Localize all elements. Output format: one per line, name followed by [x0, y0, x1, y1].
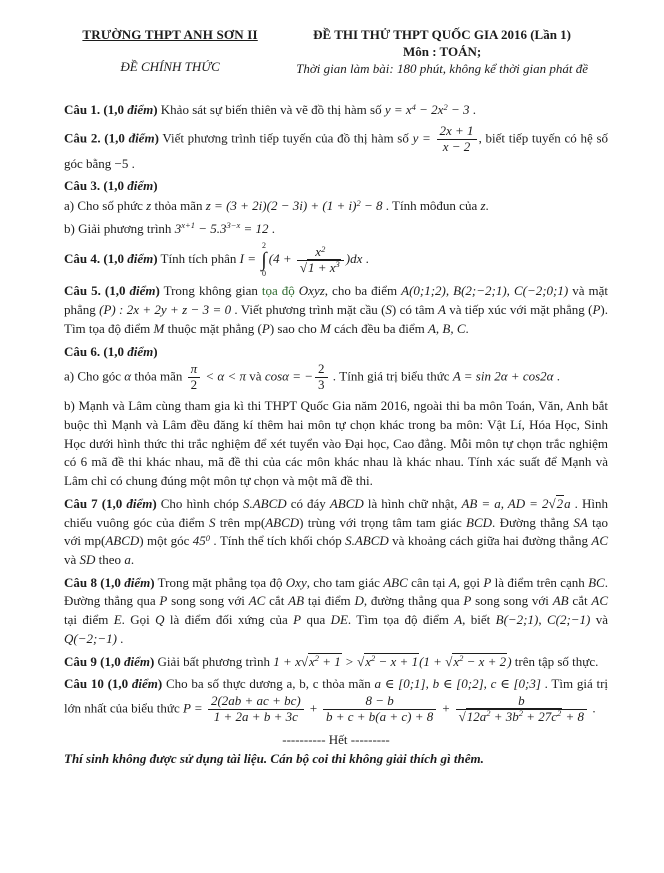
radical-content — [452, 653, 507, 669]
question-7 — [64, 495, 608, 570]
text-segment: , đường thẳng qua — [363, 593, 464, 609]
questions-section — [64, 101, 608, 725]
text-segment: trên mp( — [215, 514, 266, 530]
text-segment: A, B, C — [427, 320, 466, 336]
text-segment: cắt — [265, 593, 289, 609]
text-segment: cắt — [568, 593, 592, 609]
fraction-denominator — [456, 709, 588, 725]
fraction-denominator — [315, 377, 328, 393]
fraction — [188, 362, 201, 393]
text-segment: A — [454, 612, 463, 628]
question-6-heading — [64, 343, 608, 362]
text-segment: S — [385, 302, 392, 318]
fraction-denominator — [208, 709, 304, 725]
text-segment: z — [480, 198, 486, 214]
text-segment: π — [190, 361, 198, 377]
text-segment: ) có tâm — [391, 302, 439, 318]
text-segment: Cho hình chóp — [156, 495, 243, 511]
text-segment: điểm — [129, 283, 156, 299]
question-1 — [64, 101, 608, 120]
text-segment: M — [320, 320, 331, 336]
text-segment: SD — [79, 551, 96, 567]
text-segment: và — [64, 551, 80, 567]
text-segment: 1 + x — [273, 653, 301, 669]
text-segment: x — [315, 244, 322, 260]
integral-sign: ∫ — [261, 249, 267, 272]
text-segment: 2 — [190, 377, 198, 393]
text-segment: có đáy — [286, 495, 330, 511]
fraction-denominator — [297, 260, 344, 276]
text-segment: > — [341, 653, 358, 669]
text-segment: và khoảng cách giữa hai đường thẳng — [388, 533, 592, 549]
text-segment: 2 — [556, 495, 564, 511]
text-segment: . Đường thẳng qua — [64, 574, 608, 609]
footer-note: Thí sinh không được sử dụng tài liệu. Cán bộ coi thi không giải thích gì thêm. — [64, 750, 484, 766]
text-segment: C(2;−1) — [546, 612, 591, 628]
question-3b — [64, 220, 608, 239]
text-segment: Q — [155, 612, 165, 628]
question-3a — [64, 197, 608, 216]
text-segment: 12a — [466, 708, 487, 724]
text-segment: . — [116, 630, 124, 646]
fraction — [315, 362, 328, 393]
text-segment: Câu 1. (1,0 — [64, 102, 128, 117]
fraction-numerator — [437, 124, 477, 139]
text-segment: − 2x — [415, 102, 444, 117]
text-segment: P — [261, 320, 270, 336]
text-segment: ) — [153, 343, 158, 359]
radical — [459, 708, 563, 724]
text-segment: z — [146, 198, 152, 214]
text-segment: b) Giải phương trình — [64, 220, 175, 236]
text-segment: ) — [155, 283, 160, 299]
text-segment: ABCD — [329, 495, 364, 511]
school-name: TRƯỜNG THPT ANH SƠN II — [82, 27, 258, 42]
text-segment: Trong không gian — [159, 283, 262, 299]
text-segment: . — [130, 551, 135, 567]
text-segment: P — [293, 612, 302, 628]
radical — [445, 653, 507, 669]
text-segment: DE — [330, 612, 348, 628]
text-segment: . — [553, 368, 560, 384]
text-segment: 1 + x — [307, 259, 336, 275]
text-segment: I = — [239, 251, 260, 267]
text-segment: Câu 7 (1,0 — [64, 495, 127, 511]
text-segment: điểm — [127, 343, 154, 359]
exam-title: ĐỀ THI THỬ THPT QUỐC GIA 2016 (Lần 1) — [313, 27, 572, 42]
radical-sign: √ — [548, 495, 556, 511]
text-segment: a — [564, 495, 571, 511]
text-segment: Câu 8 (1,0 — [64, 574, 125, 590]
text-segment: b) Mạnh và Lâm cùng tham gia kì thi THPT Quốc Gia năm 2016, ngoài thi ba môn Toán, Văn, Anh bắt buộc thì Mạnh và Lâm đều đăng kí thêm hai môn tự chọn khác trong ba môn: Vật Lí, Hóa Học, Sinh Học dưới hình thức thi trắc nghiệm để xét tuyển vào Đại học, Cao đẳng. Mỗi môn tự chọn trắc nghiệm có 6 mã đề thi khác nhau, mã đề thi của các môn khác nhau là khác nhau. Tính xác suất để Mạnh và Lâm chỉ có chung đúng một môn tự chọn và một mã đề thi. — [64, 398, 608, 489]
text-segment: 2 — [356, 197, 361, 208]
text-segment: và tiếp xúc với mặt phẳng ( — [445, 302, 593, 318]
text-segment: ) — [153, 102, 158, 117]
text-segment: điểm — [131, 676, 158, 692]
fraction-numerator — [188, 362, 201, 377]
radical-content — [466, 708, 563, 724]
text-segment: qua — [301, 612, 331, 628]
text-segment: BC — [588, 574, 605, 590]
text-segment: . Tìm tọa độ điểm — [347, 612, 455, 628]
text-segment: , cho tam giác — [306, 574, 384, 590]
text-segment: A(0;1;2), B(2;−2;1), C(−2;0;1) — [401, 283, 569, 299]
text-segment: 2 — [321, 243, 326, 254]
question-8 — [64, 574, 608, 649]
text-segment: thỏa mãn — [151, 198, 206, 214]
text-segment: . Tính thể tích khối chóp — [210, 533, 346, 549]
radical — [548, 495, 564, 511]
text-segment: y = x — [384, 102, 412, 117]
text-segment: trên tập số thực. — [511, 653, 599, 669]
text-segment: Viết phương trình tiếp tuyến của đồ thị hàm số — [158, 130, 413, 146]
text-segment: , — [538, 612, 547, 628]
text-segment: a) Cho số phức — [64, 198, 147, 214]
text-segment: − x + 1 — [375, 653, 419, 669]
text-segment: Câu 9 (1,0 — [64, 653, 124, 669]
text-segment: 3 — [335, 259, 340, 270]
text-segment: z = (3 + 2i)(2 − 3i) + (1 + i) — [205, 198, 357, 214]
text-segment: . Tính môđun của — [382, 198, 481, 214]
radical-content — [307, 259, 341, 275]
header-left-block — [64, 27, 276, 77]
question-5 — [64, 282, 608, 338]
fraction — [208, 694, 304, 725]
fraction-numerator — [208, 694, 304, 709]
text-segment: ). Tìm tọa độ điểm — [64, 302, 608, 336]
text-segment: Câu 4. (1,0 — [64, 251, 128, 267]
text-segment: Oxyz — [298, 283, 325, 299]
text-segment: S.ABCD — [242, 495, 287, 511]
text-segment: điểm — [127, 178, 154, 194]
question-10 — [64, 675, 608, 725]
text-segment: AC — [591, 533, 609, 549]
text-segment: )dx — [345, 251, 363, 267]
question-3-heading — [64, 177, 608, 196]
text-segment: + — [438, 700, 454, 716]
text-segment: tại điểm — [304, 593, 355, 609]
radical — [300, 259, 341, 275]
text-segment: + — [305, 700, 321, 716]
text-segment: . Gọi — [121, 612, 156, 628]
radical-sign: √ — [299, 259, 307, 275]
text-segment: ) — [153, 251, 158, 267]
text-segment: + 1 — [319, 653, 341, 669]
text-segment: B(−2;1) — [495, 612, 539, 628]
text-segment: 4 — [411, 101, 416, 112]
text-segment: , gọi — [456, 574, 484, 590]
text-segment: , cho ba điểm — [324, 283, 402, 299]
text-segment: , biết — [462, 612, 496, 628]
text-segment: < α < π — [202, 368, 247, 384]
radical-sign: √ — [357, 653, 365, 669]
text-segment: điểm — [126, 495, 153, 511]
text-segment: − 3 — [447, 102, 470, 117]
text-segment: − 8 — [360, 198, 383, 214]
radical-sign: √ — [445, 653, 453, 669]
text-segment: Câu 2. (1,0 — [64, 130, 129, 146]
question-6a — [64, 362, 608, 393]
text-segment: ) — [152, 495, 157, 511]
text-segment: ) một góc — [139, 533, 193, 549]
text-segment: 45 — [192, 533, 206, 549]
text-segment: . — [268, 220, 276, 236]
fraction-numerator — [456, 694, 588, 709]
text-segment: Tính tích phân — [157, 251, 240, 267]
text-segment: thuộc mặt phẳng ( — [164, 320, 262, 336]
integral-lower-limit: 0 — [261, 269, 266, 279]
text-segment: . Hình chiếu vuông góc của điểm — [64, 495, 608, 530]
text-segment: và — [246, 368, 265, 384]
text-segment: 3 — [174, 220, 182, 236]
text-segment: (1 + — [419, 653, 446, 669]
text-segment: 8 − b — [365, 693, 394, 708]
text-segment: + 8 — [562, 708, 585, 724]
fraction — [323, 694, 436, 725]
text-segment: Cho ba số thực dương a, b, c thỏa mãn — [162, 676, 375, 692]
text-segment: 1 + 2a + b + 3c — [213, 708, 298, 724]
fraction — [437, 124, 477, 155]
text-segment: ABC — [383, 574, 408, 590]
text-segment: 0 — [205, 532, 211, 543]
radical-sign: √ — [300, 653, 308, 669]
text-segment: Khảo sát sự biến thiên và vẽ đồ thị hàm số — [157, 102, 385, 117]
text-segment: P — [159, 593, 168, 609]
text-segment: AB — [552, 593, 569, 609]
text-segment: M — [153, 320, 165, 336]
text-segment: x — [365, 653, 371, 669]
radical-sign: √ — [458, 708, 466, 724]
text-segment: Câu 5. (1,0 — [64, 283, 130, 299]
fraction-denominator — [437, 139, 477, 155]
text-segment: điểm — [124, 574, 151, 590]
end-divider: ---------- Hết --------- — [282, 731, 390, 747]
radical-content — [556, 495, 565, 511]
text-segment: Câu 3. (1,0 — [64, 178, 128, 194]
radical — [357, 653, 419, 669]
text-segment: 2 — [443, 101, 448, 112]
text-segment: ABCD — [265, 514, 300, 530]
fraction — [456, 694, 588, 725]
fraction-denominator — [188, 377, 201, 393]
text-segment: là điểm đối xứng của — [164, 612, 294, 628]
text-segment: S.ABCD — [345, 533, 389, 549]
text-segment: BCD — [466, 514, 493, 530]
text-segment: α — [124, 368, 132, 384]
question-6b — [64, 397, 608, 491]
text-segment: Oxy — [285, 574, 307, 590]
text-segment: là hình chữ nhật, — [363, 495, 462, 511]
text-segment: ) — [157, 676, 163, 692]
text-segment: x — [308, 653, 315, 669]
text-segment: Q(−2;−1) — [64, 630, 117, 646]
text-segment: 2 — [314, 653, 320, 664]
text-segment: . Tìm giá trị lớn nhất của biểu thức — [64, 676, 609, 716]
text-segment: Câu 6. (1,0 — [64, 343, 128, 359]
text-segment: a ∈ [0;1], b ∈ [0;2], c ∈ [0;3] — [374, 676, 541, 692]
text-segment: − x + 2 — [463, 653, 507, 669]
text-segment: a) Cho góc — [64, 368, 125, 384]
text-segment: tại điểm — [64, 612, 114, 628]
text-segment: P — [483, 574, 492, 590]
text-segment: = 12 — [240, 220, 269, 236]
fraction-denominator — [323, 709, 436, 725]
exam-type-label: ĐỀ CHÍNH THỨC — [120, 59, 220, 74]
text-segment: ) — [149, 653, 155, 669]
text-segment: song song với — [167, 593, 249, 609]
text-segment: P — [463, 593, 472, 609]
text-segment: điểm — [128, 130, 155, 146]
text-segment: và — [590, 612, 608, 628]
text-segment: SA — [573, 514, 588, 530]
text-segment: ABCD — [105, 533, 140, 549]
text-segment: (P) : 2x + 2y + z − 3 = 0 — [99, 302, 232, 318]
text-segment: (4 + — [268, 251, 295, 267]
text-segment: điểm — [123, 653, 150, 669]
fraction — [297, 245, 344, 276]
text-segment: song song với — [471, 593, 553, 609]
text-segment: 3−x — [226, 220, 241, 231]
text-segment: P — [592, 302, 601, 318]
text-segment: 3 — [318, 377, 325, 393]
text-segment: b + c + b(a + c) + 8 — [325, 708, 434, 724]
text-segment: là điểm trên cạnh — [491, 574, 589, 590]
text-segment: 2 — [486, 708, 491, 719]
fraction-numerator — [297, 245, 344, 260]
text-segment: E — [113, 612, 122, 628]
text-segment: . Tính giá trị biểu thức — [329, 368, 453, 384]
text-segment: b — [518, 693, 525, 708]
text-segment: , biết tiếp tuyến có hệ số góc bằng −5 . — [64, 130, 608, 171]
text-segment: a — [124, 551, 131, 567]
text-segment: ) sao cho — [269, 320, 321, 336]
text-segment: 2 — [371, 653, 376, 664]
integral-upper-limit: 2 — [261, 241, 266, 251]
text-segment: 2 — [459, 653, 464, 664]
text-segment: Câu 10 (1,0 — [64, 676, 132, 692]
radical — [301, 653, 342, 669]
text-segment: 2 — [557, 708, 562, 719]
text-segment: S — [208, 514, 216, 530]
header-right-block — [276, 27, 608, 77]
text-segment: 2 — [318, 361, 325, 377]
text-segment: x — [453, 653, 460, 669]
text-segment: A = sin 2α + cos2α — [452, 368, 554, 384]
text-segment: x − 2 — [442, 138, 471, 154]
text-segment: 2x + 1 — [439, 122, 474, 138]
fraction-numerator — [323, 694, 436, 709]
text-segment: Trong mặt phẳng tọa độ — [154, 574, 286, 590]
text-segment: ) — [154, 130, 159, 146]
fraction-numerator — [315, 362, 328, 377]
radical-content — [364, 653, 419, 669]
text-segment: . — [362, 251, 369, 267]
question-4 — [64, 242, 608, 278]
text-segment: AB — [288, 593, 305, 609]
text-segment: AC — [248, 593, 266, 609]
text-segment: 2 — [518, 708, 523, 719]
text-segment: . — [469, 102, 476, 117]
text-segment: − 5.3 — [194, 220, 227, 236]
duration-line: Thời gian làm bài: 180 phút, không kể thời gian phát đề — [296, 61, 589, 76]
text-segment: ) — [153, 178, 158, 194]
text-segment: theo — [95, 551, 125, 567]
text-segment: A — [438, 302, 446, 318]
text-segment: . Viết phương trình mặt cầu ( — [231, 302, 386, 318]
text-segment: điểm — [127, 251, 154, 267]
text-segment: 2(2ab + ac + bc) — [210, 693, 301, 708]
text-segment: cosα = − — [264, 368, 314, 384]
text-segment: cân tại — [407, 574, 449, 590]
text-segment: . — [485, 198, 489, 214]
text-segment: x+1 — [181, 220, 195, 231]
subject-line: Môn : TOÁN; — [402, 44, 482, 59]
text-segment: + 3b — [490, 708, 519, 724]
text-segment: ) — [507, 653, 512, 669]
text-segment: P = — [182, 700, 206, 716]
text-segment: điểm — [127, 102, 154, 117]
question-9 — [64, 653, 608, 672]
text-segment: tọa độ — [261, 283, 295, 299]
text-segment: + 27c — [522, 708, 558, 724]
text-segment: tạo với mp( — [64, 514, 608, 549]
radical-content — [308, 653, 342, 669]
text-segment: ) trùng với trọng tâm tam giác — [299, 514, 467, 530]
text-segment: . — [589, 700, 596, 716]
integral — [261, 242, 266, 278]
text-segment: thỏa mãn — [131, 368, 186, 384]
question-2 — [64, 124, 608, 174]
text-segment: và mặt phẳng — [64, 283, 608, 318]
text-segment: D — [354, 593, 364, 609]
text-segment: A — [448, 574, 457, 590]
text-segment: AC — [591, 593, 609, 609]
text-segment: . Đường thẳng — [492, 514, 574, 530]
text-segment: y = — [412, 130, 435, 146]
text-segment: . — [465, 320, 469, 336]
exam-header — [64, 27, 608, 77]
text-segment: AB = a, AD = 2 — [461, 495, 549, 511]
text-segment: ) — [150, 574, 155, 590]
text-segment: Giải bất phương trình — [154, 653, 274, 669]
text-segment: cách đều ba điểm — [330, 320, 428, 336]
